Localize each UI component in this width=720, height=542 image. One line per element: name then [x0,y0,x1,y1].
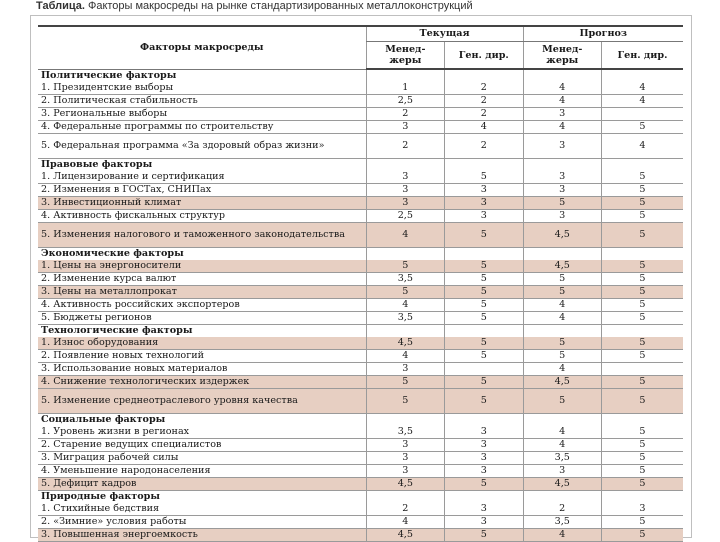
factor-label: 2. «Зимние» условия работы [38,516,366,529]
score-cell: 5 [366,389,444,414]
factor-label: 2. Появление новых технологий [38,350,366,363]
score-cell: 5 [445,529,523,542]
score-cell: 5 [601,516,683,529]
score-cell: 5 [601,121,683,134]
score-cell: 3 [445,184,523,197]
score-cell: 5 [445,223,523,248]
group-row [38,159,683,172]
factor-label: 5. Изменения налогового и таможенного законодательства [38,223,366,248]
group-empty-cell [523,69,601,82]
group-empty-cell [366,159,444,172]
score-cell: 5 [445,312,523,325]
group-empty-cell [601,414,683,427]
group-empty-cell [366,325,444,338]
score-cell: 5 [523,197,601,210]
score-cell: 5 [523,337,601,350]
group-title: Экономические факторы [38,248,366,261]
score-cell: 5 [366,376,444,389]
score-cell: 5 [445,389,523,414]
group-empty-cell [523,325,601,338]
table-row [38,439,683,452]
table-row [38,82,683,95]
factor-label: 2. Старение ведущих специалистов [38,439,366,452]
group-empty-cell [366,414,444,427]
score-cell: 3 [445,452,523,465]
score-cell: 5 [601,529,683,542]
score-cell: 3 [366,184,444,197]
table-row [38,95,683,108]
score-cell: 5 [601,350,683,363]
score-cell: 5 [601,439,683,452]
score-cell: 3 [523,108,601,121]
header-gendir-current: Ген. дир. [445,42,523,70]
score-cell: 3 [445,197,523,210]
group-empty-cell [601,69,683,82]
score-cell: 3,5 [366,426,444,439]
group-row [38,491,683,504]
table-caption [36,0,473,12]
header-gendir-forecast: Ген. дир. [601,42,683,70]
score-cell: 2,5 [366,210,444,223]
factor-label: 3. Инвестиционный климат [38,197,366,210]
score-cell: 2 [445,82,523,95]
score-cell: 5 [366,260,444,273]
factor-label: 1. Лицензирование и сертификация [38,171,366,184]
factor-label: 1. Президентские выборы [38,82,366,95]
group-empty-cell [445,69,523,82]
factor-label: 4. Уменьшение народонаселения [38,465,366,478]
table-row [38,363,683,376]
factor-label: 5. Федеральная программа «За здоровый образ жизни» [38,134,366,159]
score-cell: 5 [601,260,683,273]
score-cell: 5 [445,299,523,312]
score-cell: 5 [523,286,601,299]
table-row [38,452,683,465]
score-cell: 2 [366,134,444,159]
score-cell: 5 [523,389,601,414]
score-cell: 4,5 [366,529,444,542]
table-row [38,286,683,299]
group-empty-cell [366,248,444,261]
group-title: Политические факторы [38,69,366,82]
group-empty-cell [601,325,683,338]
table-body [38,69,683,542]
score-cell: 5 [601,299,683,312]
score-cell: 5 [601,478,683,491]
score-cell: 3 [366,452,444,465]
score-cell [445,363,523,376]
score-cell: 4 [445,121,523,134]
score-cell: 5 [601,389,683,414]
table-row [38,465,683,478]
factor-label: 3. Использование новых материалов [38,363,366,376]
score-cell: 3 [445,210,523,223]
score-cell: 5 [601,376,683,389]
score-cell: 3 [366,121,444,134]
score-cell: 3 [445,516,523,529]
factor-label: 2. Изменения в ГОСТах, СНИПах [38,184,366,197]
group-row [38,325,683,338]
group-empty-cell [523,414,601,427]
table-row [38,108,683,121]
group-empty-cell [601,248,683,261]
factor-label: 1. Стихийные бедствия [38,503,366,516]
score-cell: 3 [523,465,601,478]
header-factors: Факторы макросреды [38,26,366,69]
factor-label: 5. Дефицит кадров [38,478,366,491]
factor-label: 3. Региональные выборы [38,108,366,121]
score-cell: 2,5 [366,95,444,108]
score-cell [601,363,683,376]
caption-bold: Таблица. [36,0,85,12]
score-cell [601,108,683,121]
score-cell: 5 [445,273,523,286]
group-row [38,414,683,427]
header-forecast: Прогноз [523,26,683,42]
score-cell: 4 [601,134,683,159]
score-cell: 3 [366,439,444,452]
score-cell: 5 [601,223,683,248]
score-cell: 4,5 [523,223,601,248]
score-cell: 5 [445,478,523,491]
factor-label: 5. Бюджеты регионов [38,312,366,325]
header-current: Текущая [366,26,523,42]
table-row [38,337,683,350]
score-cell: 4 [366,223,444,248]
score-cell: 3 [366,465,444,478]
group-title: Технологические факторы [38,325,366,338]
score-cell: 5 [601,171,683,184]
factor-label: 3. Миграция рабочей силы [38,452,366,465]
score-cell: 5 [601,273,683,286]
score-cell: 4 [523,82,601,95]
score-cell: 4 [601,82,683,95]
group-row [38,248,683,261]
group-empty-cell [523,491,601,504]
score-cell: 3,5 [366,273,444,286]
table-row [38,184,683,197]
score-cell: 3 [445,465,523,478]
score-cell: 5 [445,350,523,363]
header-managers-current: Менед- жеры [366,42,444,70]
score-cell: 5 [601,184,683,197]
score-cell: 4 [366,350,444,363]
score-cell: 4 [523,121,601,134]
score-cell: 4 [523,95,601,108]
group-empty-cell [445,414,523,427]
score-cell: 5 [601,197,683,210]
score-cell: 5 [601,210,683,223]
score-cell: 4 [523,529,601,542]
group-empty-cell [601,159,683,172]
factor-label: 5. Изменение среднеотраслевого уровня качества [38,389,366,414]
table-row [38,223,683,248]
group-empty-cell [366,69,444,82]
score-cell: 1 [366,82,444,95]
factor-label: 4. Активность фискальных структур [38,210,366,223]
group-title: Правовые факторы [38,159,366,172]
score-cell: 5 [445,171,523,184]
factor-label: 1. Износ оборудования [38,337,366,350]
score-cell: 4,5 [366,478,444,491]
group-empty-cell [523,159,601,172]
table-row [38,134,683,159]
factor-label: 1. Цены на энергоносители [38,260,366,273]
score-cell: 2 [445,108,523,121]
table-row [38,350,683,363]
score-cell: 5 [601,337,683,350]
score-cell: 3 [523,210,601,223]
score-cell: 3 [366,363,444,376]
score-cell: 3 [523,171,601,184]
table-row [38,121,683,134]
caption-text: Факторы макросреды на рынке стандартизированных металлоконструкций [84,0,473,12]
score-cell: 4,5 [523,260,601,273]
score-cell: 3,5 [523,516,601,529]
score-cell: 4 [366,299,444,312]
score-cell: 5 [601,465,683,478]
score-cell: 5 [601,312,683,325]
score-cell: 3,5 [366,312,444,325]
score-cell: 2 [445,134,523,159]
score-cell: 5 [445,376,523,389]
score-cell: 4,5 [523,478,601,491]
score-cell: 4 [366,516,444,529]
score-cell: 5 [445,337,523,350]
score-cell: 2 [366,503,444,516]
score-cell: 3 [601,503,683,516]
score-cell: 2 [523,503,601,516]
group-title: Природные факторы [38,491,366,504]
table-row [38,210,683,223]
table-row [38,171,683,184]
score-cell: 5 [445,260,523,273]
table-row [38,426,683,439]
factor-label: 2. Политическая стабильность [38,95,366,108]
score-cell: 4,5 [366,337,444,350]
factor-label: 3. Повышенная энергоемкость [38,529,366,542]
factor-label: 4. Снижение технологических издержек [38,376,366,389]
score-cell: 2 [445,95,523,108]
table-row [38,312,683,325]
table-row [38,197,683,210]
factor-label: 2. Изменение курса валют [38,273,366,286]
factor-label: 4. Федеральные программы по строительству [38,121,366,134]
score-cell: 3 [445,503,523,516]
score-cell: 4 [523,299,601,312]
score-cell: 5 [445,286,523,299]
score-cell: 5 [366,286,444,299]
score-cell: 5 [523,273,601,286]
group-empty-cell [445,491,523,504]
table-row [38,299,683,312]
group-empty-cell [523,248,601,261]
score-cell: 4 [601,95,683,108]
factor-label: 1. Уровень жизни в регионах [38,426,366,439]
table-row [38,478,683,491]
score-cell: 4 [523,439,601,452]
header-managers-forecast: Менед- жеры [523,42,601,70]
score-cell: 4 [523,312,601,325]
score-cell: 3 [445,439,523,452]
group-empty-cell [445,325,523,338]
group-empty-cell [445,159,523,172]
score-cell: 4,5 [523,376,601,389]
group-empty-cell [601,491,683,504]
score-cell: 3 [366,171,444,184]
score-cell: 5 [601,426,683,439]
table-row [38,503,683,516]
factor-label: 4. Активность российских экспортеров [38,299,366,312]
score-cell: 5 [523,350,601,363]
group-title: Социальные факторы [38,414,366,427]
group-row [38,69,683,82]
table-row [38,516,683,529]
table-row [38,273,683,286]
factor-label: 3. Цены на металлопрокат [38,286,366,299]
score-cell: 5 [601,286,683,299]
table-row [38,260,683,273]
table-row [38,376,683,389]
group-empty-cell [366,491,444,504]
macro-factors-table [38,25,683,542]
score-cell: 5 [601,452,683,465]
score-cell: 4 [523,363,601,376]
score-cell: 3 [523,184,601,197]
group-empty-cell [445,248,523,261]
score-cell: 4 [523,426,601,439]
table-row [38,389,683,414]
score-cell: 3,5 [523,452,601,465]
score-cell: 2 [366,108,444,121]
score-cell: 3 [445,426,523,439]
score-cell: 3 [366,197,444,210]
score-cell: 3 [523,134,601,159]
